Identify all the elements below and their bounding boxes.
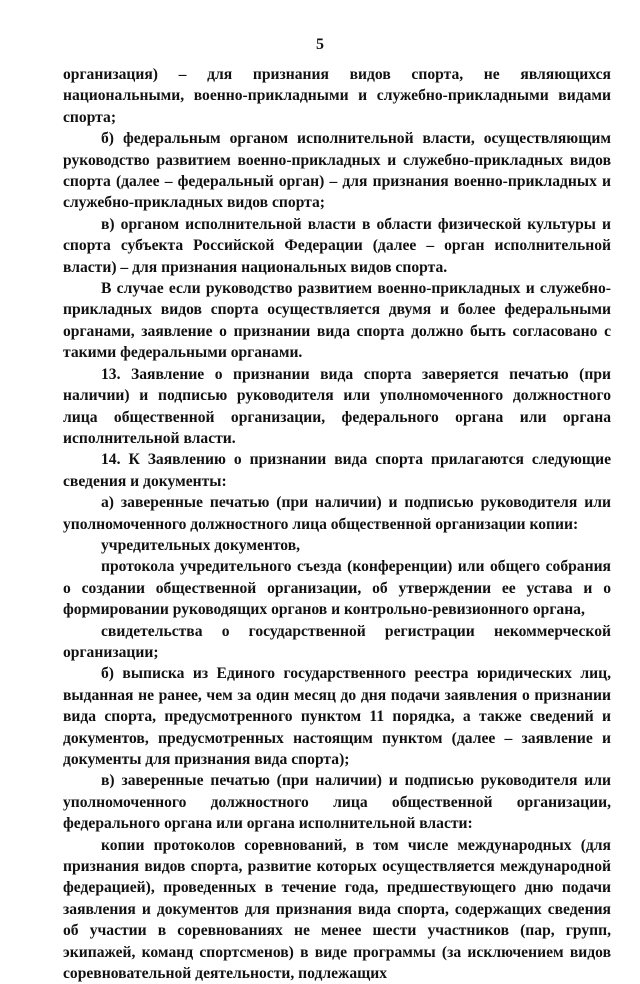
paragraph-item-b: б) федеральным органом исполнительной власти, осуществляющим руководство развитием военно-прикладных и служебно-прикладных видов спорта (далее – федеральный орган) – для признания военно-прикладных и служебно-прикладных видов спорта; <box>63 130 611 212</box>
paragraph-14-b: б) выписка из Единого государственного реестра юридических лиц, выданная не ранее, чем за один месяц до дня подачи заявления о признании вида спорта, предусмотренного пунктом 11 порядка, а также сведений и документов, предусмотренных настоящим пунктом (далее – заявление и документы для признания вида спорта); <box>63 665 611 768</box>
page-number: 5 <box>316 36 324 53</box>
paragraph-coordination-note: В случае если руководство развитием военно-прикладных и служебно-прикладных видов спорта осуществляется двумя и более федеральными органами, заявление о признании вида спорта должно быть согласовано с такими федеральными органами. <box>63 280 611 362</box>
document-body <box>63 64 611 984</box>
paragraph-13: 13. Заявление о признании вида спорта заверяется печатью (при наличии) и подписью руководителя или уполномоченного должностного лица общественной организации, федерального органа или органа исполнительной власти. <box>63 365 611 447</box>
paragraph-item-v: в) органом исполнительной власти в области физической культуры и спорта субъекта Российской Федерации (далее – орган исполнительной власти) – для признания национальных видов спорта. <box>63 215 611 276</box>
paragraph-competition-protocols: копии протоколов соревнований, в том числе международных (для признания видов спорта, развитие которых осуществляется международной федерацией), проведенных в течение года, предшествующего дню подачи заявления и документов для признания вида спорта, содержащих сведения об участии в соревнованиях не менее шести участников (пар, групп, экипажей, команд спортсменов) в виде программы (за исключением видов соревновательной деятельности, подлежащих <box>63 836 611 983</box>
paragraph-14: 14. К Заявлению о признании вида спорта прилагаются следующие сведения и документы: <box>63 451 611 490</box>
paragraph-14-v: в) заверенные печатью (при наличии) и подписью руководителя или уполномоченного должностного лица общественной организации, федерального органа или органа исполнительной власти: <box>63 772 611 833</box>
paragraph-registration-certificate: свидетельства о государственной регистрации некоммерческой организации; <box>63 622 611 661</box>
paragraph-continuation: организация) – для признания видов спорта, не являющихся национальными, военно-прикладными и служебно-прикладными видами спорта; <box>63 66 611 126</box>
paragraph-14-a: а) заверенные печатью (при наличии) и подписью руководителя или уполномоченного должностного лица общественной организации копии: <box>63 494 611 533</box>
paragraph-founding-protocol: протокола учредительного съезда (конференции) или общего собрания о создании общественной организации, об утверждении ее устава и о формировании руководящих органов и контрольно-ревизионного органа, <box>63 558 611 619</box>
paragraph-founding-documents: учредительных документов, <box>101 536 301 554</box>
